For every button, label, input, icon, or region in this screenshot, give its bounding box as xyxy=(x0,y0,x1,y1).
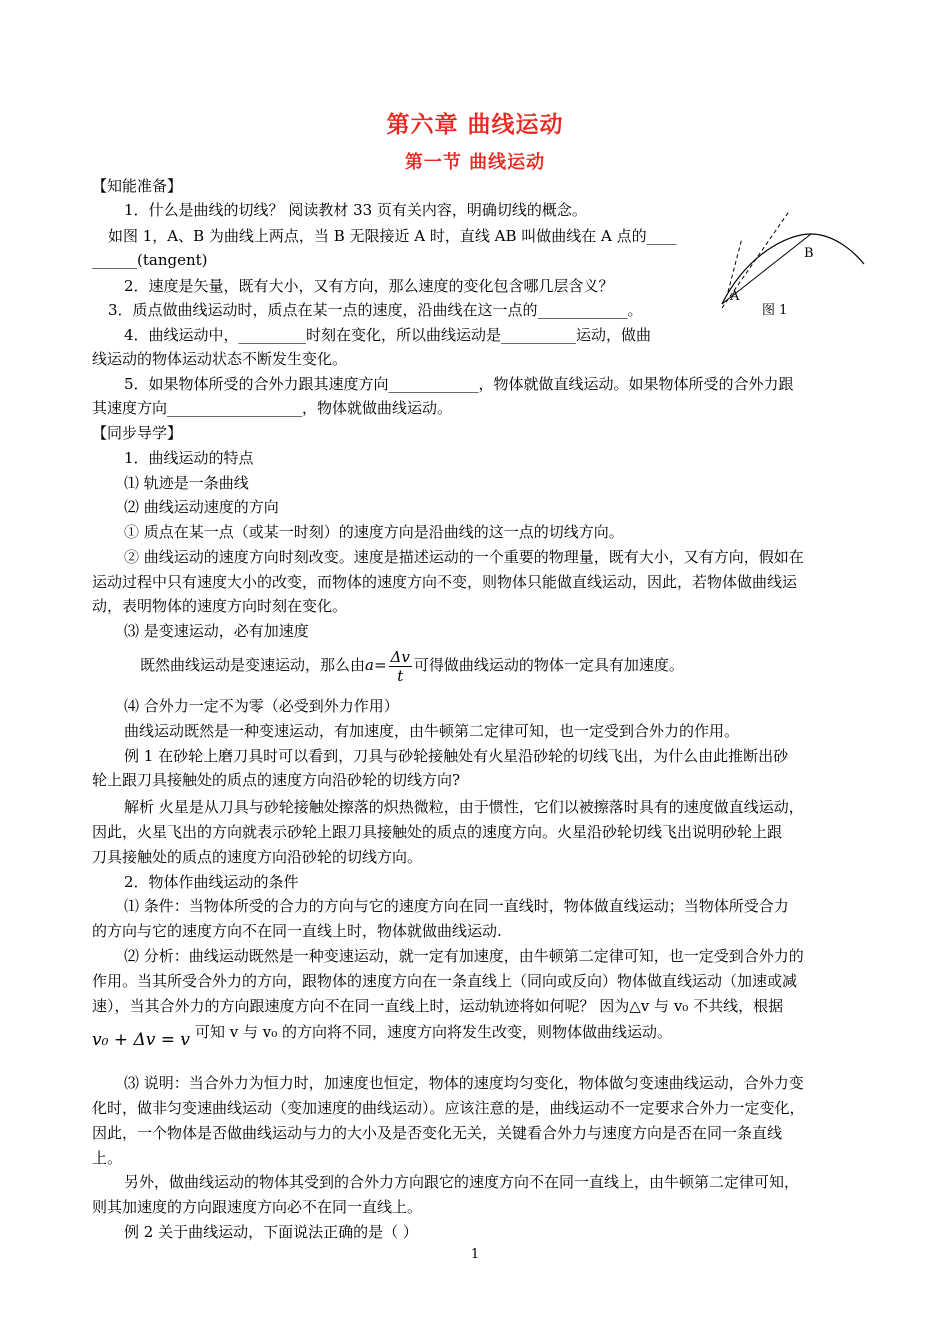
paragraph-line: 轮上跟刀具接触处的质点的速度方向沿砂轮的切线方向? xyxy=(92,771,461,789)
paragraph-line: 曲线运动既然是一种变速运动，有加速度，由牛顿第二定律可知，也一定受到合外力的作用。 xyxy=(124,722,740,740)
paragraph-line: 则其加速度的方向跟速度方向必不在同一直线上。 xyxy=(92,1198,423,1216)
paragraph-line: 3．质点做曲线运动时，质点在某一点的速度，沿曲线在这一点的____________。 xyxy=(108,301,643,319)
paragraph-line: 刀具接触处的质点的速度方向沿砂轮的切线方向。 xyxy=(92,848,423,866)
paragraph-line: ，可知 v 与 v₀ 的方向将不同，速度方向将发生改变，则物体做曲线运动。 xyxy=(180,1023,673,1041)
paragraph-line: ⑵ 分析：曲线运动既然是一种变速运动，就一定有加速度，由牛顿第二定律可知，也一定受到合外力的 xyxy=(124,947,804,965)
chapter-title: 第六章 曲线运动 xyxy=(386,112,564,138)
velocity-formula: v₀ + Δv = v xyxy=(92,1030,191,1050)
paragraph-line: 1．什么是曲线的切线？ 阅读教材 33 页有关内容，明确切线的概念。 xyxy=(124,201,587,219)
point-b-label: B xyxy=(804,246,814,261)
paragraph-line: 2．速度是矢量，既有大小，又有方向，那么速度的变化包含哪几层含义？ xyxy=(124,277,614,295)
paragraph-line: 2．物体作曲线运动的条件 xyxy=(124,873,299,891)
paragraph-line: 因此，一个物体是否做曲线运动与力的大小及是否变化无关，关键看合外力与速度方向是否在同一条直线 xyxy=(92,1124,783,1142)
heading-guidance: 【同步导学】 xyxy=(92,424,183,442)
paragraph-line: ① 质点在某一点（或某一时刻）的速度方向是沿曲线的这一点的切线方向。 xyxy=(124,523,624,541)
paragraph-line: ⑶ 说明：当合外力为恒力时，加速度也恒定，物体的速度均匀变化，物体做匀变速曲线运动，合外力变 xyxy=(124,1074,804,1092)
paragraph-line: ⑶ 是变速运动，必有加速度 xyxy=(124,622,309,640)
paragraph-line: 5．如果物体所受的合外力跟其速度方向____________，物体就做直线运动。如果物体所受的合外力跟 xyxy=(124,375,794,393)
formula-equals: = xyxy=(373,656,387,674)
paragraph-line: ⑴ 条件：当物体所受的合力的方向与它的速度方向在同一直线时，物体做直线运动；当物体所受合力 xyxy=(124,897,789,915)
point-a-label: A xyxy=(730,289,740,304)
paragraph-line: ② 曲线运动的速度方向时刻改变。速度是描述运动的一个重要的物理量，既有大小，又有方向，假如在 xyxy=(124,548,804,566)
tangent-figure xyxy=(716,208,866,320)
example-2-line: 例 2 关于曲线运动，下面说法正确的是（ ） xyxy=(124,1223,418,1241)
paragraph-line: 另外，做曲线运动的物体其受到的合外力方向跟它的速度方向不在同一直线上，由牛顿第二定律可知， xyxy=(124,1173,800,1191)
formula-fraction xyxy=(389,648,412,685)
paragraph-line: 解析 火星是从刀具与砂轮接触处擦落的炽热微粒，由于惯性，它们以被擦落时具有的速度做直线运动， xyxy=(124,798,804,816)
paragraph-line: 的方向与它的速度方向不在同一直线上时，物体就做曲线运动. xyxy=(92,922,502,940)
paragraph-line: 例 1 在砂轮上磨刀具时可以看到，刀具与砂轮接触处有火星沿砂轮的切线飞出，为什么由此推断出砂 xyxy=(124,747,789,765)
paragraph-line: 如图 1，A、B 为曲线上两点，当 B 无限接近 A 时，直线 AB 叫做曲线在 A 点的____ xyxy=(108,227,677,245)
paragraph-line: 运动过程中只有速度大小的改变，而物体的速度方向不变，则物体只能做直线运动，因此，若物体做曲线运 xyxy=(92,573,798,591)
curve-line xyxy=(722,234,864,304)
section-title: 第一节 曲线运动 xyxy=(404,152,546,173)
paragraph-line: 1．曲线运动的特点 xyxy=(124,449,254,467)
paragraph-line: 动，表明物体的速度方向时刻在变化。 xyxy=(92,597,348,615)
paragraph-line: 因此，火星飞出的方向就表示砂轮上跟刀具接触处的质点的速度方向。火星沿砂轮切线飞出说明砂轮上跟 xyxy=(92,823,783,841)
page-number: 1 xyxy=(470,1247,480,1262)
paragraph-line: 作用。当其所受合外力的方向，跟物体的速度方向在一条直线上（同向或反向）物体做直线运动（加速或减 xyxy=(92,972,798,990)
formula-numerator: Δv xyxy=(390,647,410,666)
paragraph-line: 化时，做非匀变速曲线运动（变加速度的曲线运动）。应该注意的是，曲线运动不一定要求合外力一定变化， xyxy=(92,1099,805,1117)
paragraph-line: 线运动的物体运动状态不断发生变化。 xyxy=(92,350,348,368)
heading-preparation: 【知能准备】 xyxy=(92,177,183,195)
paragraph-line: 速），当其合外力的方向跟速度方向不在同一直线上时，运动轨迹将如何呢？ 因为△v 与 v₀ 不共线，根据 xyxy=(92,997,784,1015)
paragraph-line: ⑴ 轨迹是一条曲线 xyxy=(124,474,249,492)
paragraph-line: ⑷ 合外力一定不为零（必受到外力作用） xyxy=(124,697,399,715)
paragraph-line: ⑵ 曲线运动速度的方向 xyxy=(124,498,279,516)
paragraph-line: 其速度方向__________________，物体就做曲线运动。 xyxy=(92,399,453,417)
formula-denominator: t xyxy=(397,666,404,685)
formula-prefix-text: 既然曲线运动是变速运动，那么由 xyxy=(140,656,366,674)
figure-caption: 图 1 xyxy=(762,303,788,318)
formula-symbol-a: a xyxy=(365,656,374,674)
paragraph-line: 上。 xyxy=(92,1149,123,1167)
paragraph-line: ______(tangent) xyxy=(92,251,208,269)
formula-suffix-text: 可得做曲线运动的物体一定具有加速度。 xyxy=(413,656,684,674)
paragraph-line: 4．曲线运动中，_________时刻在变化，所以曲线运动是__________运动，做曲 xyxy=(124,326,652,344)
secant-dashed-line xyxy=(728,238,742,292)
acceleration-formula-line xyxy=(140,646,684,685)
